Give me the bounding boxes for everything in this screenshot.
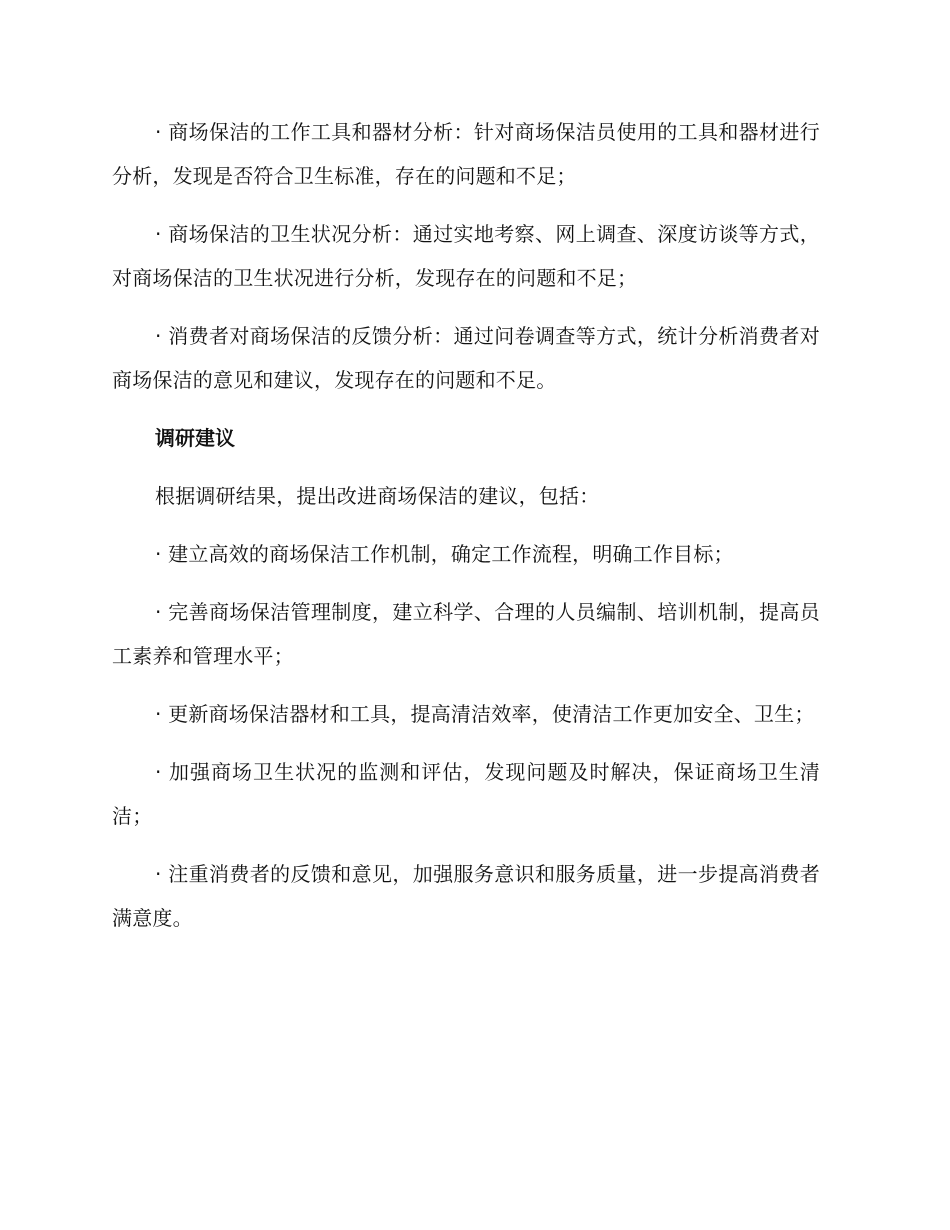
analysis-hygiene-paragraph: · 商场保洁的卫生状况分析：通过实地考察、网上调查、深度访谈等方式，对商场保洁的卫生状况进行分析，发现存在的问题和不足； xyxy=(112,222,820,290)
section-heading: 调研建议 xyxy=(155,426,235,450)
recommendation-item: · 注重消费者的反馈和意见，加强服务意识和服务质量，进一步提高消费者满意度。 xyxy=(112,862,820,930)
intro-paragraph: 根据调研结果，提出改进商场保洁的建议，包括： xyxy=(155,484,600,508)
recommendation-item: · 更新商场保洁器材和工具，提高清洁效率，使清洁工作更加安全、卫生； xyxy=(155,702,815,726)
recommendation-item: · 加强商场卫生状况的监测和评估，发现问题及时解决，保证商场卫生清洁； xyxy=(112,760,820,828)
recommendation-item: · 建立高效的商场保洁工作机制，确定工作流程，明确工作目标； xyxy=(155,542,734,566)
analysis-tools-paragraph: · 商场保洁的工作工具和器材分析：针对商场保洁员使用的工具和器材进行分析，发现是否符合卫生标准，存在的问题和不足； xyxy=(112,120,820,188)
analysis-feedback-paragraph: · 消费者对商场保洁的反馈分析：通过问卷调查等方式，统计分析消费者对商场保洁的意见和建议，发现存在的问题和不足。 xyxy=(112,324,820,392)
recommendation-item: · 完善商场保洁管理制度，建立科学、合理的人员编制、培训机制，提高员工素养和管理水平； xyxy=(112,600,820,668)
